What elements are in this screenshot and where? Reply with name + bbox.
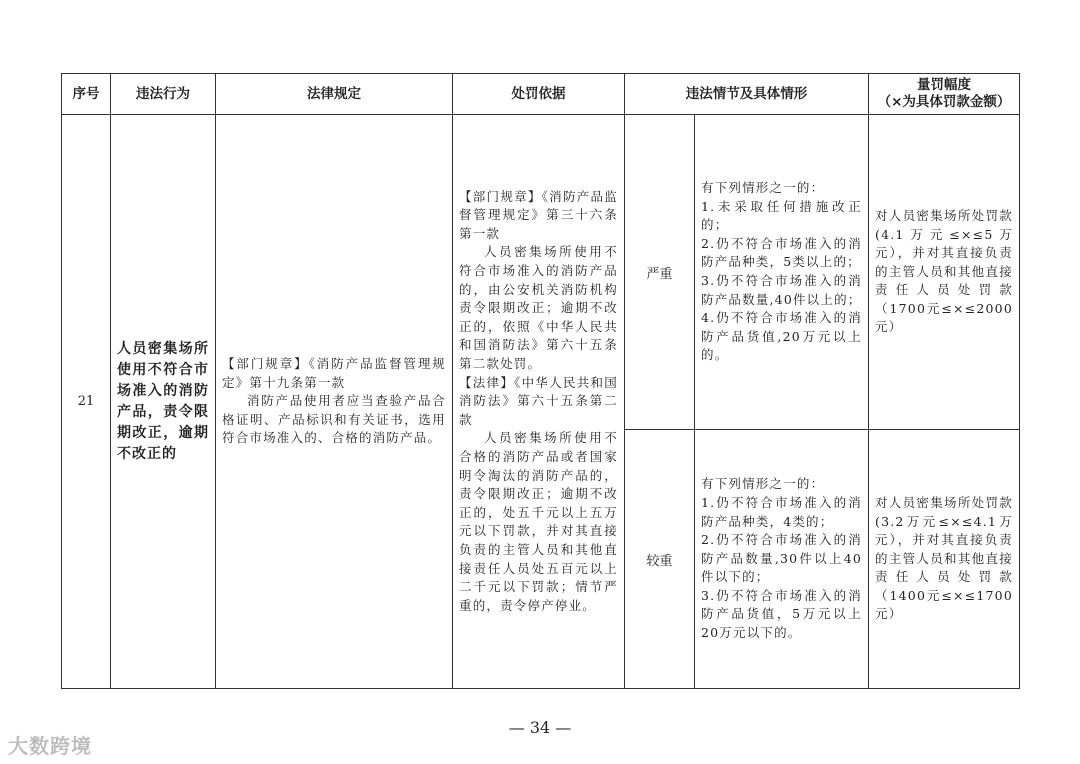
page-number: — 34 — — [508, 718, 572, 737]
header-law: 法律规定 — [216, 74, 453, 115]
header-behavior: 违法行为 — [111, 74, 216, 115]
row-law-provision — [216, 115, 453, 689]
circumstance-line: 1.未采取任何措施改正的； — [701, 198, 862, 233]
row-penalty-basis — [453, 115, 625, 689]
table-header-row — [62, 74, 1020, 115]
circumstance-line: 2.仍不符合市场准入的消防产品种类，5类以上的； — [701, 235, 862, 270]
circumstance-line: 有下列情形之一的： — [701, 180, 825, 196]
law-text: 消防产品使用者应当查验产品合格证明、产品标识和有关证书，选用符合市场准入的、合格的消防产品。 — [222, 393, 446, 446]
circumstance-line: 4.仍不符合市场准入的消防产品货值,20万元以上的。 — [701, 310, 862, 363]
watermark-logo: 大数跨境 — [8, 734, 92, 758]
penalty-severe: 对人员密集场所处罚款(4.1万元≤×≤5万元），并对其直接负责的主管人员和其他直接责任人员处罚款（1700元≤×≤2000元） — [869, 115, 1020, 430]
circumstance-line: 3.仍不符合市场准入的消防产品货值，5万元以上20万元以下的。 — [701, 587, 862, 641]
basis-text-2: 人员密集场所使用不合格的消防产品或者国家明令淘汰的消防产品的，责令限期改正；逾期不改正的，处五千元以上五万元以下罚款，并对其直接负责的主管人员和其他直接责任人员处五百元以上二千元以下罚款；情节严重的，责令停产停业。 — [459, 430, 618, 613]
table-row — [62, 115, 1020, 430]
circumstance-line: 有下列情形之一的： — [701, 476, 825, 492]
basis-source-2: 【法律】《中华人民共和国消防法》第六十五条第二款 — [459, 374, 618, 427]
circumstances-severe — [695, 115, 869, 430]
circumstance-line: 2.仍不符合市场准入的消防产品数量,30件以上40件以下的； — [701, 532, 862, 585]
header-penalty-range — [869, 74, 1020, 115]
header-penalty-note: （×为具体罚款金额） — [877, 94, 1011, 110]
header-penalty-title: 量罚幅度 — [917, 77, 971, 93]
penalty-table — [61, 73, 1020, 689]
basis-text-1: 人员密集场所使用不符合市场准入的消防产品的，由公安机关消防机构责令限期改正；逾期不改正的，依照《中华人民共和国消防法》第六十五条第二款处罚。 — [459, 244, 618, 372]
level-moderate: 较重 — [625, 430, 695, 689]
circumstances-moderate — [695, 430, 869, 689]
header-circumstances: 违法情节及具体情形 — [625, 74, 869, 115]
level-severe: 严重 — [625, 115, 695, 430]
row-number: 21 — [62, 115, 111, 689]
row-behavior: 人员密集场所使用不符合市场准入的消防产品，责令限期改正，逾期不改正的 — [111, 115, 216, 689]
header-basis: 处罚依据 — [453, 74, 625, 115]
circumstance-line: 1.仍不符合市场准入的消防产品种类，4类的； — [701, 494, 862, 529]
circumstance-line: 3.仍不符合市场准入的消防产品数量,40件以上的； — [701, 273, 862, 307]
header-number: 序号 — [62, 74, 111, 115]
basis-source-1: 【部门规章】《消防产品监督管理规定》第三十六条第一款 — [459, 188, 618, 241]
penalty-moderate: 对人员密集场所处罚款(3.2万元≤×≤4.1万元），并对其直接负责的主管人员和其他直接责任人员处罚款（1400元≤×≤1700元） — [869, 430, 1020, 689]
law-source: 【部门规章】《消防产品监督管理规定》第十九条第一款 — [222, 356, 446, 390]
